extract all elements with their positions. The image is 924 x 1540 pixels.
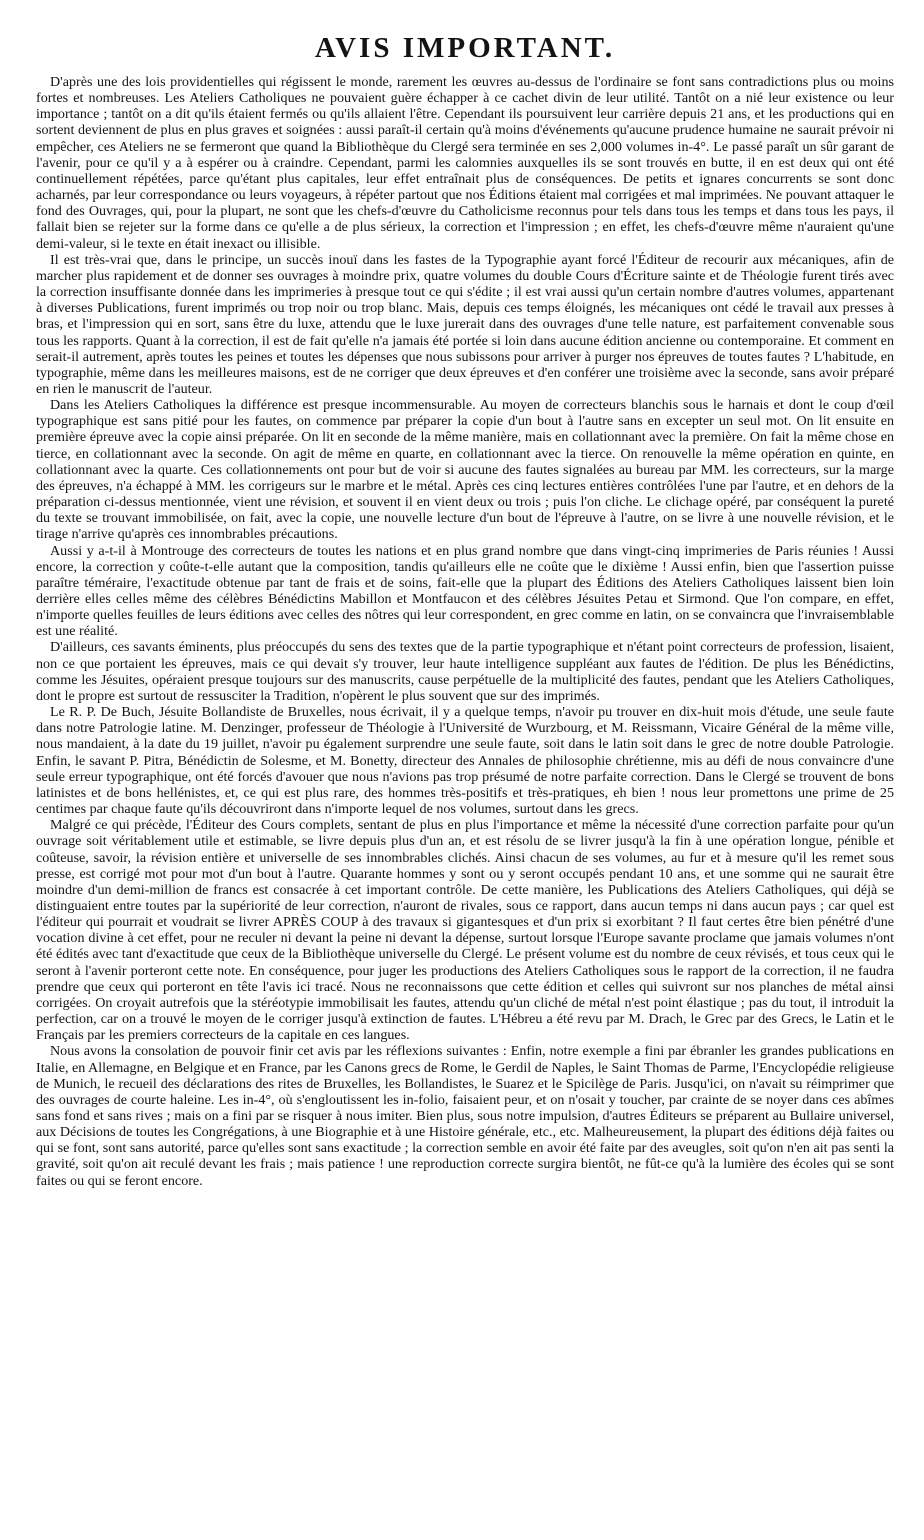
paragraph-2: Il est très-vrai que, dans le principe, un succès inouï dans les fastes de la Typographie ayant forcé l'Éditeur de recourir aux mécaniques, afin de marcher plus rapidement et de donner ses ouvrages à moindre prix, quatre volumes du double Cours d'Écriture sainte et de Théologie furent tirés avec la correction insuffisante donnée dans les imprimeries à presque tout ce qui s'édite ; il est vrai aussi qu'un certain nombre d'autres volumes, appartenant à diverses Publications, furent imprimés ou trop noir ou trop blanc. Mais, depuis ces temps éloignés, les mécaniques ont cédé le travail aux presses à bras, et l'impression qui en sort, sans être du luxe, attendu que le luxe jurerait dans des ouvrages d'une telle nature, est parfaitement convenable sous tous les rapports. Quant à la correction, il est de fait qu'elle n'a jamais été portée si loin dans aucune édition ancienne ou contemporaine. Et comment en serait-il autrement, après toutes les peines et toutes les dépenses que nous subissons pour arriver à purger nos épreuves de toutes fautes ? L'habitude, en typographie, même dans les meilleures maisons, est de ne corriger que deux épreuves et d'en conférer une troisième avec la seconde, sans avoir préparé en rien le manuscrit de l'auteur. xyxy=(36,251,894,397)
paragraph-4: Aussi y a-t-il à Montrouge des correcteurs de toutes les nations et en plus grand nombre que dans vingt-cinq imprimeries de Paris réunies ! Aussi encore, la correction y coûte-t-elle autant que la composition, tandis qu'ailleurs elle ne coûte que le dixième ! Aussi enfin, bien que l'assertion puisse paraître téméraire, l'exactitude obtenue par tant de frais et de soins, fait-elle que la plupart des Éditions des Ateliers Catholiques laissent bien loin derrière elles celles même des célèbres Bénédictins Mabillon et Montfaucon et des célèbres Jésuites Petau et Sirmond. Que l'on compare, en effet, n'importe quelles feuilles de leurs éditions avec celles des nôtres qui leur correspondent, en grec comme en latin, on se convaincra que l'invraisemblable est une réalité. xyxy=(36,542,894,640)
document-title: AVIS IMPORTANT. xyxy=(314,32,616,64)
paragraph-6: Le R. P. De Buch, Jésuite Bollandiste de Bruxelles, nous écrivait, il y a quelque temps, n'avoir pu trouver en dix-huit mois d'étude, une seule faute dans notre Patrologie latine. M. Denzinger, professeur de Théologie à l'Université de Wurzbourg, et M. Reissmann, Vicaire Général de la même ville, nous mandaient, à la date du 19 juillet, n'avoir pu également surprendre une seule faute, soit dans le latin soit dans le grec de notre double Patrologie. Enfin, le savant P. Pitra, Bénédictin de Solesme, et M. Bonetty, directeur des Annales de philosophie chrétienne, mis au défi de nous convaincre d'une seule erreur typographique, ont été forcés d'avouer que nous n'avions pas trop présumé de notre parfaite correction. Dans le Clergé se trouvent de bons latinistes et de bons hellénistes, et, ce qui est plus rare, des hommes très-positifs et très-pratiques, eh bien ! nous leur promettons une prime de 25 centimes par chaque faute qu'ils découvriront dans n'importe lequel de nos volumes, surtout dans les grecs. xyxy=(36,704,894,818)
paragraph-7: Malgré ce qui précède, l'Éditeur des Cours complets, sentant de plus en plus l'importance et même la nécessité d'une correction parfaite pour qu'un ouvrage soit véritablement utile et estimable, se livre depuis plus d'un an, et est résolu de se livrer jusqu'à la fin à une opération longue, pénible et coûteuse, savoir, la révision entière et universelle de ses innombrables clichés. Ainsi chacun de ses volumes, au fur et à mesure qu'il les remet sous presse, est corrigé mot pour mot d'un bout à l'autre. Quarante hommes y sont ou y seront occupés pendant 10 ans, et une somme qui ne saurait être moindre d'un demi-million de francs est consacrée à cet important contrôle. De cette manière, les Publications des Ateliers Catholiques, qui déjà se distinguaient entre toutes par la supériorité de leur correction, n'auront de rivales, sous ce rapport, dans aucun temps ni dans aucun pays ; car quel est l'éditeur qui pourrait et voudrait se livrer APRÈS COUP à des travaux si gigantesques et d'un prix si exorbitant ? Il faut certes être bien pénétré d'une vocation divine à cet effet, pour ne reculer ni devant la peine ni devant la dépense, surtout lorsque l'Europe savante proclame que jamais volumes n'ont été édités avec tant d'exactitude que ceux de la Bibliothèque universelle du Clergé. Le présent volume est du nombre de ceux révisés, et tous ceux qui le seront à l'avenir porteront cette note. En conséquence, pour juger les productions des Ateliers Catholiques sous le rapport de la correction, il ne faudra prendre que ceux qui porteront en tête l'avis ici tracé. Nous ne reconnaissons que cette édition et celles qui suivront sur nos planches de métal ainsi corrigées. On croyait autrefois que la stéréotypie immobilisait les fautes, attendu qu'un cliché de métal n'est point élastique ; pas du tout, il introduit la perfection, car on a trouvé le moyen de le corriger jusqu'à extinction de fautes. L'Hébreu a été revu par M. Drach, le Grec par des Grecs, le Latin et le Français par les premiers correcteurs de la capitale en ces langues. xyxy=(36,817,894,1044)
paragraph-5: D'ailleurs, ces savants éminents, plus préoccupés du sens des textes que de la partie typographique et n'étant point correcteurs de profession, lisaient, non ce que portaient les épreuves, mais ce qui devait s'y trouver, leur haute intelligence suppléant aux fautes de l'édition. De plus les Bénédictins, comme les Jésuites, opéraient presque toujours sur des manuscrits, cause perpétuelle de la multiplicité des fautes, pendant que les Ateliers Catholiques, dont le propre est surtout de ressusciter la Tradition, n'opèrent le plus souvent que sur des imprimés. xyxy=(36,639,894,704)
paragraph-1: D'après une des lois providentielles qui régissent le monde, rarement les œuvres au-dessus de l'ordinaire se font sans contradictions plus ou moins fortes et nombreuses. Les Ateliers Catholiques ne pouvaient guère échapper à ce cachet divin de leur utilité. Tantôt on a nié leur existence ou leur importance ; tantôt on a dit qu'ils étaient fermés ou qu'ils allaient l'être. Cependant ils poursuivent leur carrière depuis 21 ans, et les productions qui en sortent deviennent de plus en plus graves et soignées : aussi paraît-il certain qu'à moins d'événements qu'aucune prudence humaine ne saurait prévoir ni empêcher, ces Ateliers ne se fermeront que quand la Bibliothèque du Clergé sera terminée en ses 2,000 volumes in-4°. Le passé paraît un sûr garant de l'avenir, pour ce qu'il y a à espérer ou à craindre. Cependant, parmi les calomnies auxquelles ils se sont trouvés en butte, il en est deux qui ont été continuellement répétées, parce qu'étant plus capitales, leur effet entraînait plus de conséquences. De petits et ignares concurrents se sont donc acharnés, par leur correspondance ou leurs voyageurs, à répéter partout que nos Éditions étaient mal corrigées et mal imprimées. Ne pouvant attaquer le fond des Ouvrages, qui, pour la plupart, ne sont que les chefs-d'œuvre du Catholicisme reconnus pour tels dans tous les temps et dans tous les pays, il fallait bien se rejeter sur la forme dans ce qu'elle a de plus sérieux, la correction et l'impression ; en effet, les chefs-d'œuvre même n'auraient qu'une demi-valeur, si le texte en était inexact ou illisible. xyxy=(36,74,894,252)
paragraph-8: Nous avons la consolation de pouvoir finir cet avis par les réflexions suivantes : Enfin, notre exemple a fini par ébranler les grandes publications en Italie, en Allemagne, en Belgique et en France, par les Canons grecs de Rome, le Gerdil de Naples, le Saint Thomas de Parme, l'Encyclopédie religieuse de Munich, le recueil des déclarations des rites de Bruxelles, les Bollandistes, le Suarez et le Spicilège de Paris. Jusqu'ici, on n'avait su réimprimer que des ouvrages de courte haleine. Les in-4°, où s'engloutissent les in-folio, faisaient peur, et on n'osait y toucher, par crainte de se noyer dans ces abîmes sans fond et sans rives ; mais on a fini par se risquer à nous imiter. Bien plus, sous notre impulsion, d'autres Éditeurs se préparent au Bullaire universel, aux Décisions de toutes les Congrégations, à une Biographie et à une Histoire générale, etc., etc. Malheureusement, la plupart des éditions déjà faites ou qui se font, sont sans autorité, parce qu'elles sont sans exactitude ; la correction semble en avoir été faite par des aveugles, soit qu'on n'en ait pas senti la gravité, soit qu'on ait reculé devant les frais ; mais patience ! une reproduction correcte surgira bientôt, ne fût-ce qu'à la lumière des écoles qui se sont faites ou qui se feront encore. xyxy=(36,1043,894,1189)
paragraph-3: Dans les Ateliers Catholiques la différence est presque incommensurable. Au moyen de correcteurs blanchis sous le harnais et dont le coup d'œil typographique est sans pitié pour les fautes, on commence par préparer la copie d'un bout à l'autre sans en excepter un seul mot. On lit ensuite en première épreuve avec la copie ainsi préparée. On lit en seconde de la même manière, mais en collationnant avec la première. On fait la même chose en tierce, en collationnant avec la seconde. On agit de même en quarte, en collationnant avec la tierce. On renouvelle la même opération en quinte, en collationnant avec la quarte. Ces collationnements ont pour but de voir si aucune des fautes signalées au bureau par MM. les correcteurs, sur la marge des épreuves, n'a échappé à MM. les corrigeurs sur le marbre et le métal. Après ces cinq lectures entières contrôlées l'une par l'autre, et en dehors de la préparation ci-dessus mentionnée, vient une révision, et souvent il en vient deux ou trois ; puis l'on cliche. Le clichage opéré, par conséquent la pureté du texte se trouvant immobilisée, on fait, avec la copie, une nouvelle lecture d'un bout de l'épreuve à l'autre, on se livre à une nouvelle révision, et le tirage n'arrive qu'après ces innombrables précautions. xyxy=(36,397,894,543)
document-body xyxy=(36,74,894,1189)
